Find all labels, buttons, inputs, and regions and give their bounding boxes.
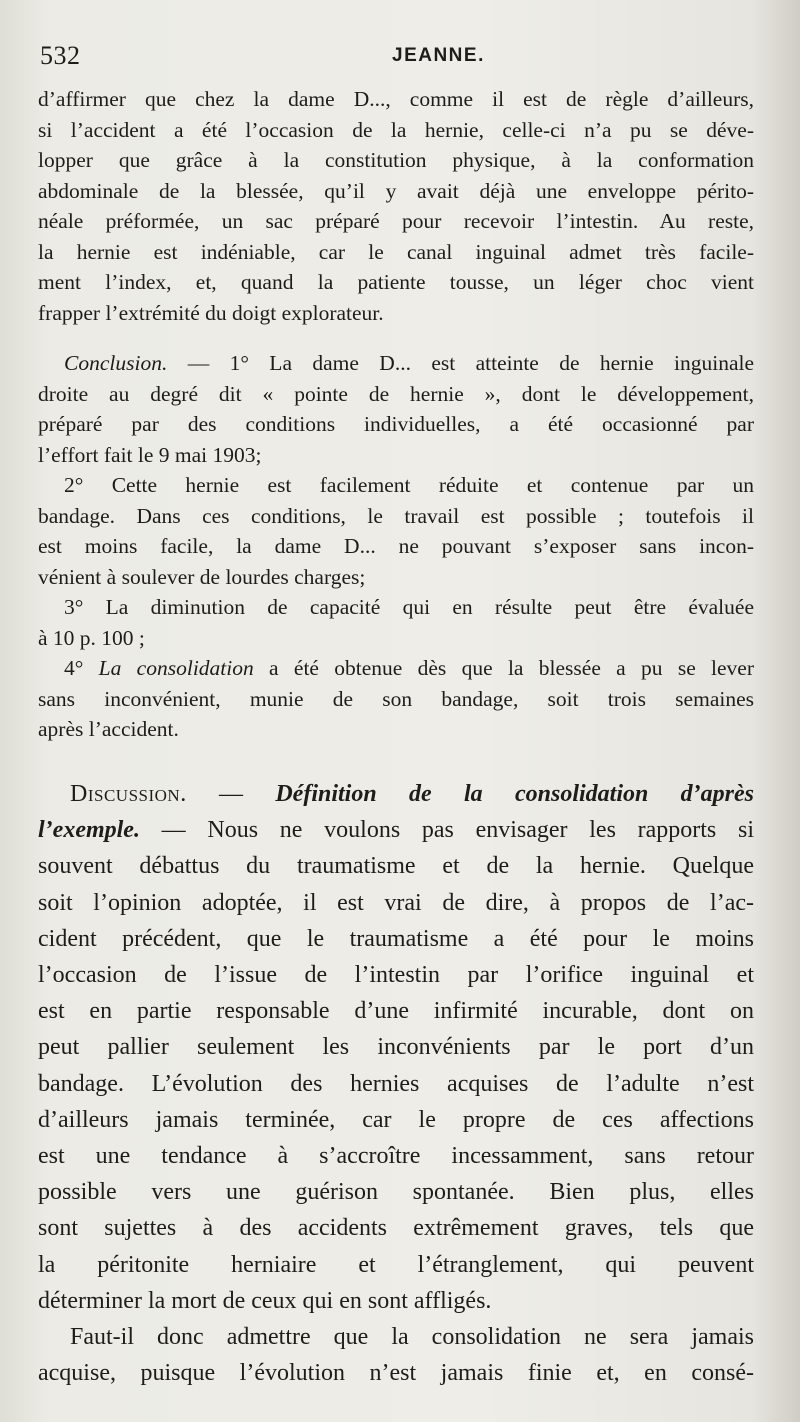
text-line: bandage. Dans ces conditions, le travail est possible ; toutefois il [38,503,754,528]
text-line: d’affirmer que chez la dame D..., comme il est de règle d’ailleurs, [38,87,754,111]
text-line: ment l’index, et, quand la patiente tousse, un léger choc vient [38,270,754,294]
text-line: droite au degré dit « pointe de hernie », dont le développement, [38,381,754,406]
text-line: 2° Cette hernie est facilement réduite et contenue par un [64,473,754,497]
consolidation-label: La consolidation [98,656,254,680]
text-line: peut pallier seulement les inconvénients par le port d’un [38,1034,754,1061]
text-line: souvent débattus du traumatisme et de la hernie. Quelque [38,853,754,880]
text-line: l’occasion de l’issue de l’intestin par l’orifice inguinal et [38,962,754,989]
text-line: cident précédent, que le traumatisme a été pour le moins [38,925,754,952]
text-line: déterminer la mort de ceux qui en sont affligés. [38,1287,492,1314]
text-line: possible vers une guérison spontanée. Bien plus, elles [38,1179,754,1206]
discussion-heading-line [38,776,754,812]
text-line: après l’accident. [38,717,179,741]
conclusion-section [38,348,754,745]
text-line: soit l’opinion adoptée, il est vrai de dire, à propos de l’ac- [38,889,754,916]
page-header [40,36,760,76]
text-line: la péritonite herniaire et l’étranglement, qui peuvent [38,1251,754,1278]
discussion-second-line [38,812,754,848]
discussion-title: Définition de la consolidation d’après [275,781,754,807]
discussion-title-end: l’exemple. [38,817,140,844]
text-line: à 10 p. 100 ; [38,625,145,650]
text-line: sont sujettes à des accidents extrêmement graves, tels que [38,1215,754,1242]
text-line: vénient à soulever de lourdes charges; [38,564,366,589]
text-line: d’ailleurs jamais terminée, car le propre de ces affections [38,1106,754,1133]
running-title: JEANNE. [392,45,485,66]
text-run: — Nous ne voulons pas envisager les rapports si [139,817,754,844]
discussion-label: Discussion. [70,781,187,807]
text-line: est moins facile, la dame D... ne pouvant s’exposer sans incon- [38,534,754,558]
text-line: est en partie responsable d’une infirmité incurable, dont on [38,998,754,1025]
text-line: bandage. L’évolution des hernies acquises de l’adulte n’est [38,1070,754,1097]
text-line: si l’accident a été l’occasion de la hernie, celle-ci n’a pu se déve- [38,117,754,142]
text-line: abdominale de la blessée, qu’il y avait déjà une enveloppe périto- [38,178,754,203]
consolidation-first-line [38,653,754,684]
text-line: néale préformée, un sac préparé pour recevoir l’intestin. Au reste, [38,209,754,233]
text-line: la hernie est indéniable, car le canal inguinal admet très facile- [38,239,754,264]
text-line: sans inconvénient, munie de son bandage, soit trois semaines [38,686,754,711]
conclusion-label: Conclusion. [64,351,168,375]
page-number: 532 [40,41,81,70]
text-line: lopper que grâce à la constitution physique, à la conformation [38,148,754,172]
text-line: acquise, puisque l’évolution n’est jamais finie et, en consé- [38,1360,754,1387]
text-run: — 1° La dame D... est atteinte de hernie inguinale [167,351,754,375]
dash: — [186,781,276,807]
paragraph-continuation [38,84,754,328]
text-line: Faut-il donc admettre que la consolidation ne sera jamais [70,1324,754,1351]
conclusion-first-line [38,348,754,379]
point-number: 4° [64,656,84,680]
discussion-section [38,776,754,1391]
text-line: est une tendance à s’accroître incessamment, sans retour [38,1143,754,1170]
text-line: l’effort fait le 9 mai 1903; [38,442,262,467]
text-run: a été obtenue dès que la blessée a pu se lever [253,656,755,680]
text-line: 3° La diminution de capacité qui en résulte peut être évaluée [64,595,754,619]
text-line: préparé par des conditions individuelles, a été occasionné par [38,412,754,436]
text-line: frapper l’extrémité du doigt explorateur. [38,300,384,325]
